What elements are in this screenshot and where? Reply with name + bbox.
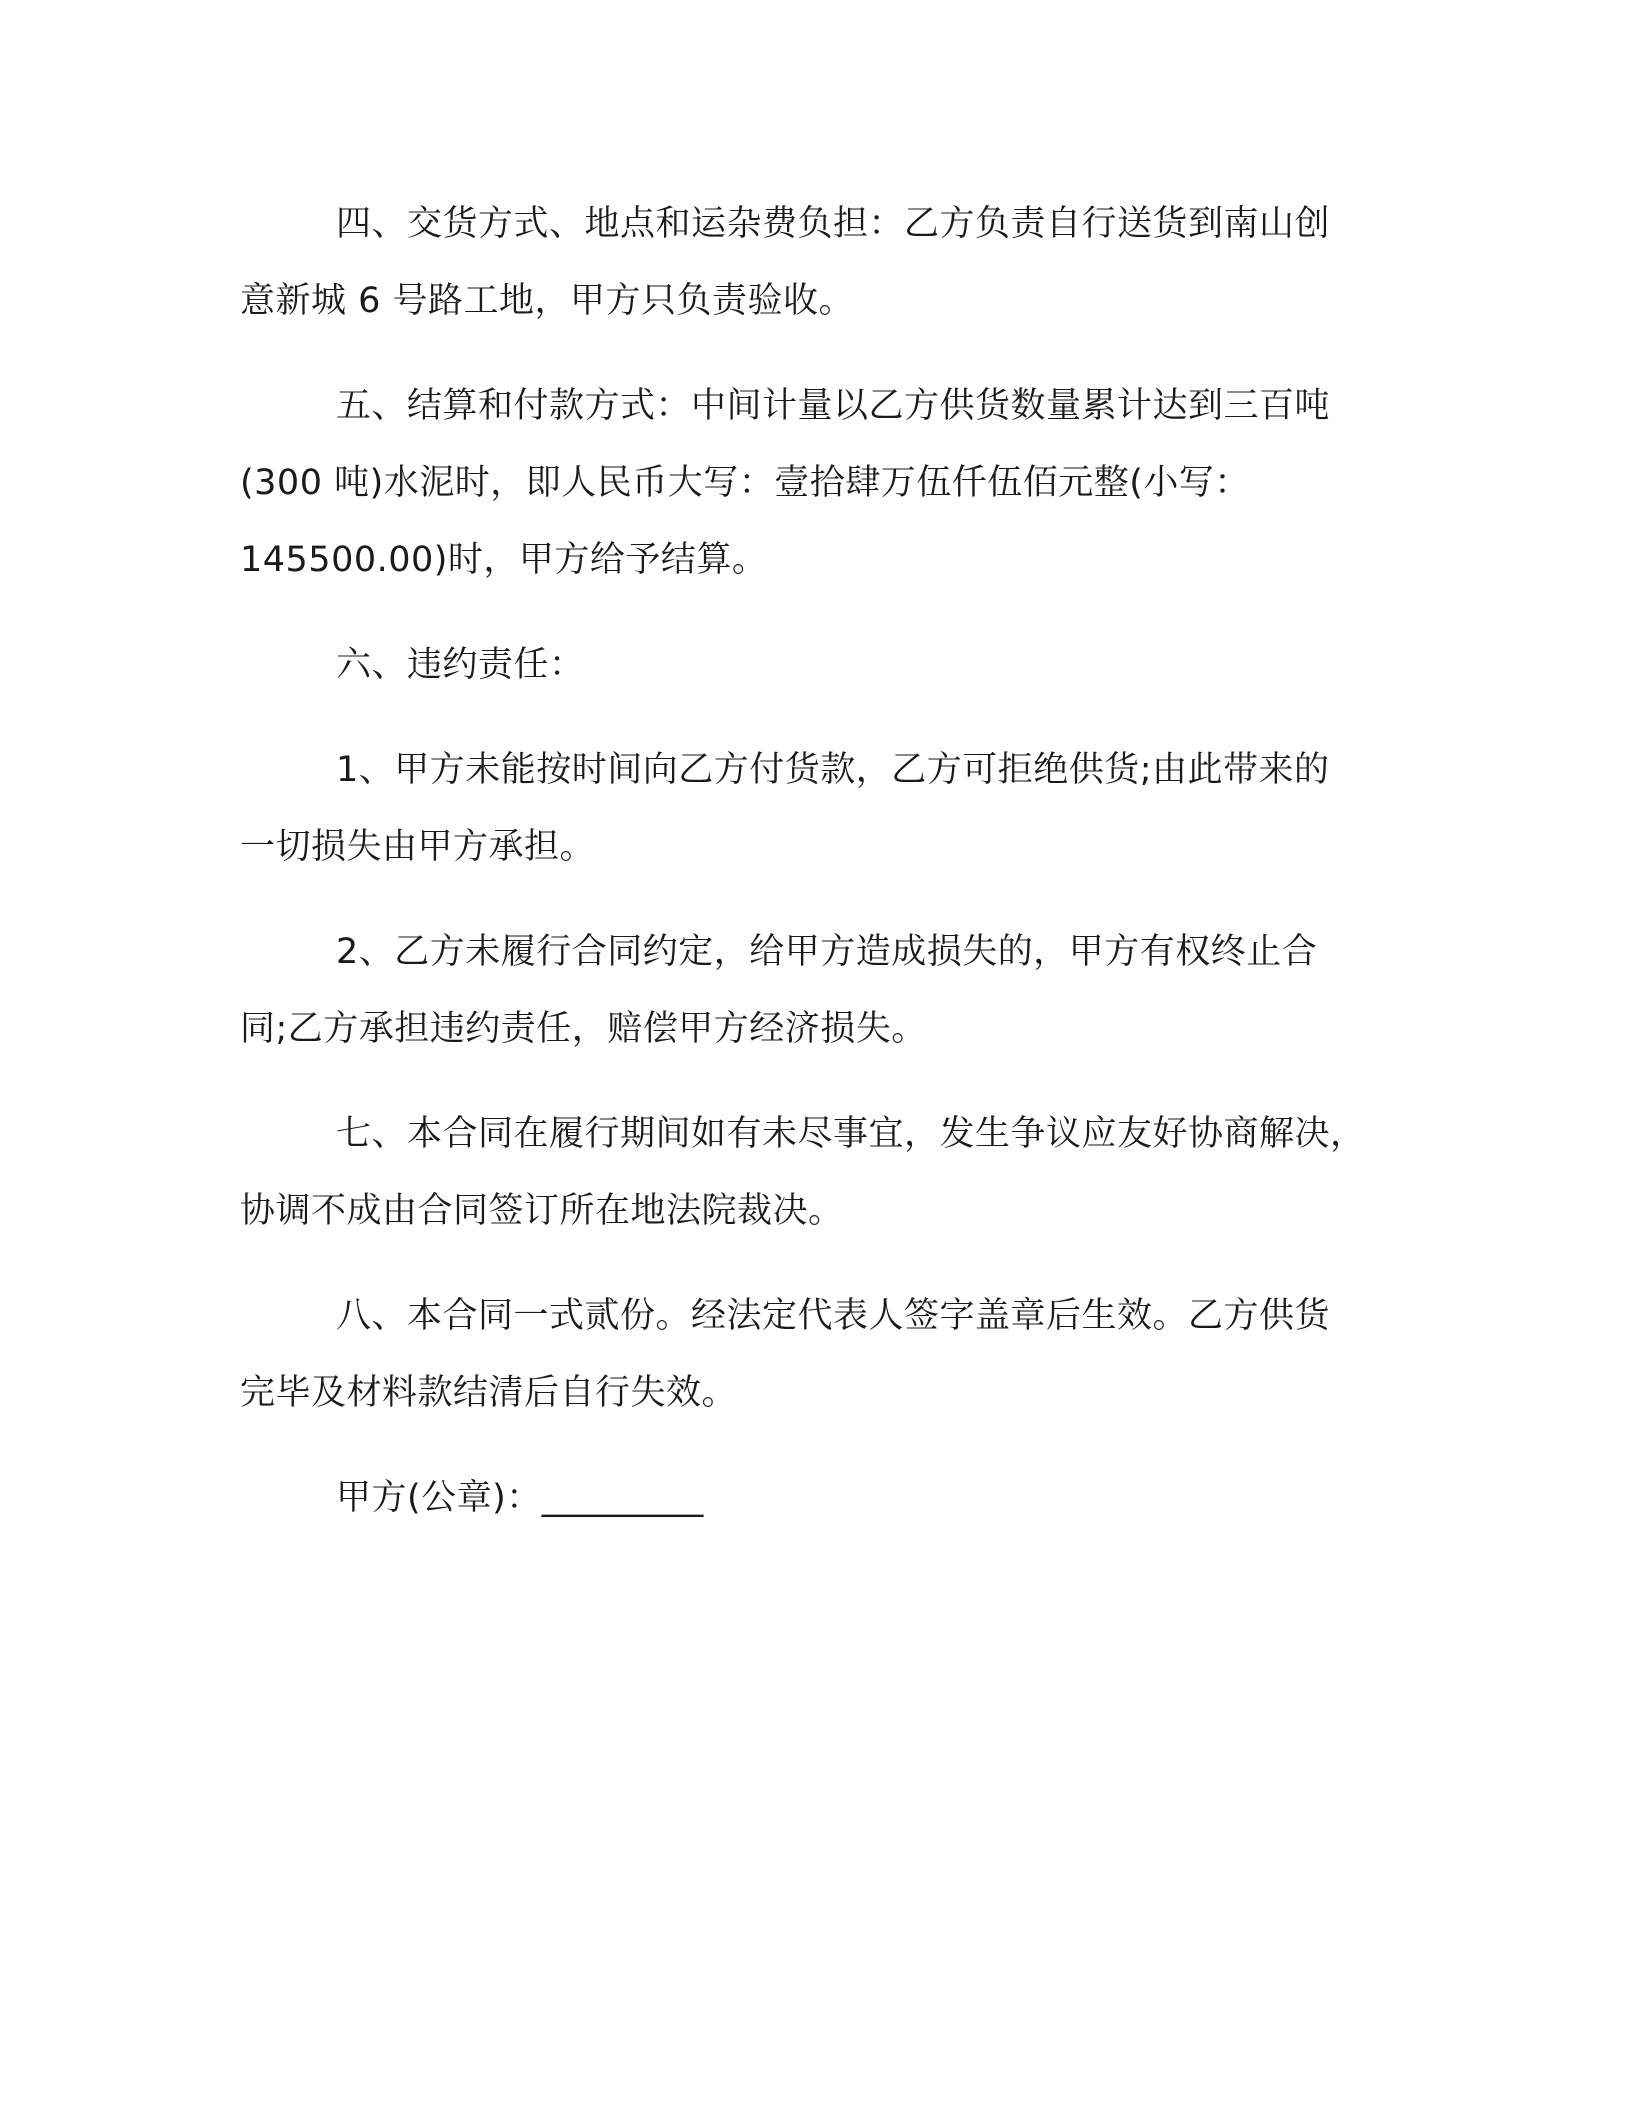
clause-copies-validity	[240, 1278, 1400, 1432]
clause-liability-heading	[240, 627, 1400, 704]
paragraph-line: 五、结算和付款方式：中间计量以乙方供货数量累计达到三百吨	[336, 386, 1331, 426]
paragraph-line: 1、甲方未能按时间向乙方付货款，乙方可拒绝供货;由此带来的	[336, 750, 1330, 790]
paragraph-line: 一切损失由甲方承担。	[240, 827, 596, 867]
clause-settlement	[240, 368, 1400, 599]
liability-item-1	[240, 732, 1400, 886]
liability-item-2	[240, 914, 1400, 1068]
clause-delivery	[240, 186, 1400, 340]
paragraph-line: 145500.00)时，甲方给予结算。	[240, 540, 768, 580]
paragraph-line: 六、违约责任：	[336, 645, 585, 685]
document-body	[240, 186, 1400, 1537]
paragraph-line: 协调不成由合同签订所在地法院裁决。	[240, 1191, 844, 1231]
paragraph-line: 八、本合同一式贰份。经法定代表人签字盖章后生效。乙方供货	[336, 1296, 1331, 1336]
paragraph-line: 意新城 6 号路工地，甲方只负责验收。	[240, 281, 855, 321]
paragraph-line: 四、交货方式、地点和运杂费负担：乙方负责自行送货到南山创	[336, 204, 1331, 244]
party-a-signature-line: 甲方(公章)：_________	[336, 1478, 704, 1518]
clause-disputes	[240, 1096, 1400, 1250]
paragraph-line: 七、本合同在履行期间如有未尽事宜，发生争议应友好协商解决，	[336, 1114, 1366, 1154]
paragraph-line: 同;乙方承担违约责任，赔偿甲方经济损失。	[240, 1009, 927, 1049]
paragraph-line: (300 吨)水泥时，即人民币大写：壹拾肆万伍仟伍佰元整(小写：	[240, 463, 1250, 503]
paragraph-line: 完毕及材料款结清后自行失效。	[240, 1373, 738, 1413]
paragraph-line: 2、乙方未履行合同约定，给甲方造成损失的，甲方有权终止合	[336, 932, 1318, 972]
